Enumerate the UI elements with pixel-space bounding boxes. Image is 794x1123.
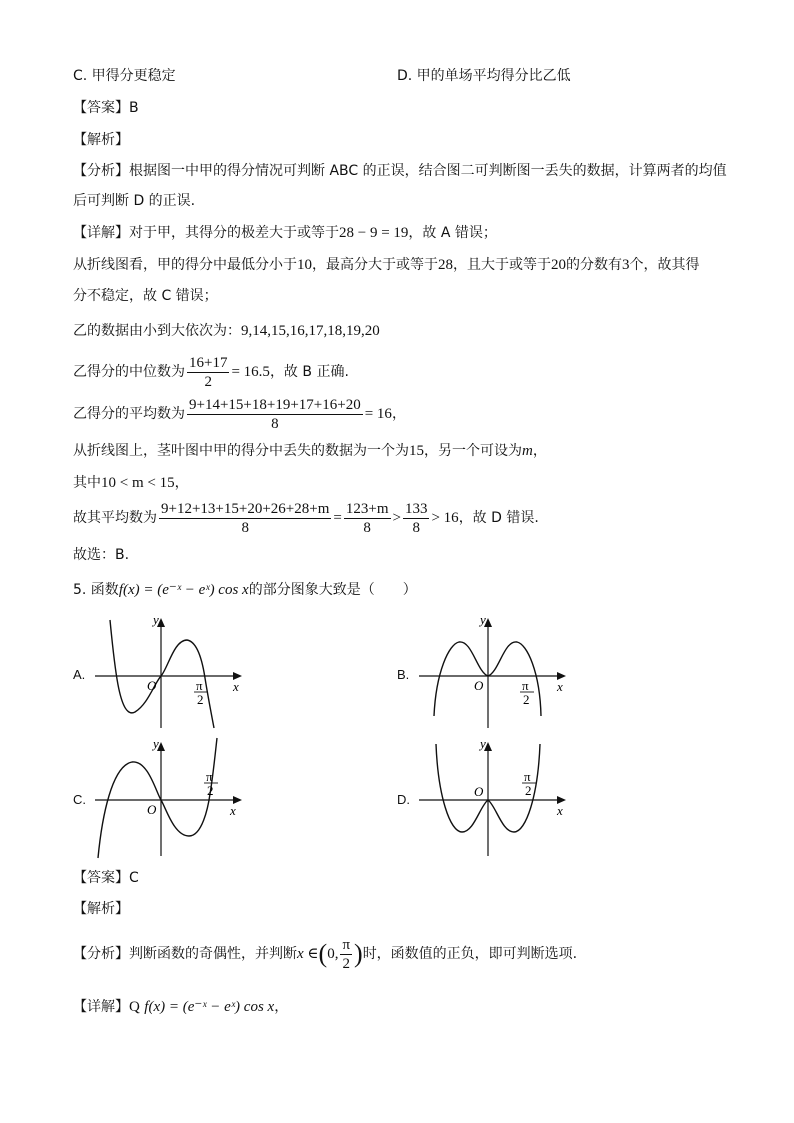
detail-tag: 【详解】 [73, 225, 129, 241]
variable-m: m [522, 443, 533, 459]
two-label: 2 [525, 783, 532, 798]
pi-label: π [522, 678, 529, 693]
avg-fraction-2 [344, 500, 391, 537]
q4-detail-line7 [73, 441, 547, 461]
text: 从折线图看，甲的得分中最低分小于 [73, 257, 297, 273]
x-label: x [557, 803, 563, 818]
equals: = [333, 510, 342, 526]
function-formula: f(x) = (e⁻ˣ − eˣ) cos x [144, 999, 275, 1015]
option-c-label: C. [73, 792, 86, 807]
two-label: 2 [207, 783, 214, 798]
q4-analysis-tag: 【解析】 [73, 132, 129, 148]
fenxi-tag: 【分析】 [73, 163, 129, 179]
y-label: y [480, 612, 486, 627]
denominator: 8 [271, 415, 279, 432]
question-number: 5. 函数 [73, 582, 119, 598]
sorted-data: 9,14,15,16,17,18,19,20 [241, 323, 380, 339]
function-formula: f(x) = (e⁻ˣ − eˣ) cos x [118, 582, 249, 598]
mean-fraction [187, 396, 363, 433]
q4-detail-line4 [73, 321, 380, 341]
inequality: 10 < m < 15 [101, 475, 175, 491]
origin-label: O [147, 678, 157, 693]
avg-fraction-1 [159, 500, 331, 537]
numerator: 16+17 [189, 354, 228, 371]
pi-over-two [340, 936, 352, 973]
numerator: π [342, 936, 351, 953]
q4-choose: 故选：B. [73, 547, 130, 563]
curve [110, 620, 214, 728]
q4-detail-line9 [73, 498, 539, 538]
denominator: 8 [363, 519, 371, 536]
x-label: x [230, 803, 236, 818]
text: 的部分图象大致是（ ） [248, 582, 417, 598]
text: ，最高分大于或等于 [312, 257, 438, 273]
detail-tag: 【详解】 [73, 999, 129, 1015]
interval-zero: 0, [327, 946, 339, 962]
denominator: 2 [204, 373, 212, 390]
text: 故其平均数为 [73, 510, 157, 526]
left-paren: ( [318, 939, 328, 968]
two-label: 2 [523, 692, 530, 707]
pi-label: π [524, 769, 531, 784]
number: 28 [438, 257, 453, 273]
origin-label: O [474, 784, 484, 799]
origin-label: O [474, 678, 484, 693]
curve [98, 738, 217, 858]
text: ， [391, 406, 406, 422]
x-label: x [233, 679, 239, 694]
graph-b [414, 612, 574, 732]
median-value: = 16.5 [231, 364, 270, 380]
fenxi-text: 根据图一中甲的得分情况可判断 ABC 的正误，结合图二可判断图一丢失的数据，计算两者的均值 [129, 163, 727, 179]
range-formula: 28 − 9 = 19 [339, 225, 409, 241]
median-fraction [187, 354, 229, 391]
graph-a [90, 612, 250, 732]
right-paren: ) [354, 939, 363, 968]
text: ，另一个可设为 [424, 443, 522, 459]
graph-d [414, 736, 574, 862]
numerator: 9+12+13+15+20+26+28+m [161, 500, 330, 517]
q4-detail-line8 [73, 473, 189, 493]
text: 的分数有 [566, 257, 622, 273]
q4-fenxi-line1 [73, 161, 727, 181]
option-a-label: A. [73, 667, 86, 682]
q4-detail-line3: 分不稳定，故 C 错误； [73, 288, 218, 304]
option-d: D. 甲的单场平均得分比乙低 [397, 68, 571, 84]
denominator: 8 [241, 519, 249, 536]
text: ，故 B 正确. [269, 364, 349, 380]
origin-label: O [147, 802, 157, 817]
avg-fraction-3 [403, 500, 430, 537]
text: ， [174, 475, 189, 491]
fenxi-text-end: 时，函数值的正负，即可判断选项. [362, 946, 578, 962]
number: 3 [622, 257, 630, 273]
text: ， [532, 443, 547, 459]
x-label: x [557, 679, 563, 694]
q5-analysis-tag: 【解析】 [73, 901, 129, 917]
text: 从折线图上，茎叶图中甲的得分中丢失的数据为一个为 [73, 443, 409, 459]
option-b-label: B. [397, 667, 410, 682]
numerator: 9+14+15+18+19+17+16+20 [189, 396, 361, 413]
mean-value: = 16 [364, 406, 392, 422]
answer-tag: 【答案】 [73, 870, 129, 886]
y-label: y [153, 612, 159, 627]
option-d-label: D. [397, 792, 410, 807]
text: 乙得分的中位数为 [73, 364, 185, 380]
text: ，故 D 错误. [458, 510, 539, 526]
q5-detail-line [73, 997, 288, 1017]
numerator: 123+m [345, 500, 389, 517]
y-label: y [480, 736, 486, 751]
q4-detail-line2 [73, 255, 700, 275]
text: 个，故其得 [629, 257, 700, 273]
number: 10 [297, 257, 312, 273]
q4-detail-line1 [73, 223, 497, 243]
numerator: 133 [404, 500, 428, 517]
because-symbol: Q [129, 999, 140, 1015]
compare-value: > 16 [431, 510, 459, 526]
denominator: 2 [342, 955, 350, 972]
greater-than: > [392, 510, 401, 526]
text: 其中 [73, 475, 101, 491]
pi-label: π [206, 769, 213, 784]
q4-answer-line [73, 98, 139, 118]
pi-label: π [196, 678, 203, 693]
answer-value: B [129, 100, 139, 116]
fenxi-tag: 【分析】 [73, 946, 129, 962]
detail-text: 对于甲，其得分的极差大于或等于 [129, 225, 339, 241]
fenxi-text: 判断函数的奇偶性，并判断 [129, 946, 297, 962]
number: 15 [409, 443, 424, 459]
denominator: 8 [412, 519, 420, 536]
q4-detail-line5 [73, 352, 349, 392]
q4-fenxi-line2: 后可判断 D 的正误. [73, 193, 196, 209]
text: ， [274, 999, 289, 1015]
q4-detail-line6 [73, 394, 406, 434]
two-label: 2 [197, 692, 204, 707]
q5-answer-line [73, 868, 139, 888]
graph-c [90, 736, 250, 862]
detail-text-end: ，故 A 错误； [408, 225, 497, 241]
q5-fenxi-line [73, 932, 577, 976]
q5-stem [73, 580, 417, 600]
text: ，且大于或等于 [453, 257, 551, 273]
x-in: x ∈ [297, 946, 319, 962]
y-label: y [153, 736, 159, 751]
option-c: C. 甲得分更稳定 [73, 68, 176, 84]
answer-tag: 【答案】 [73, 100, 129, 116]
text: 乙得分的平均数为 [73, 406, 185, 422]
text: 乙的数据由小到大依次为： [73, 323, 241, 339]
number: 20 [551, 257, 566, 273]
answer-value: C [129, 870, 139, 886]
